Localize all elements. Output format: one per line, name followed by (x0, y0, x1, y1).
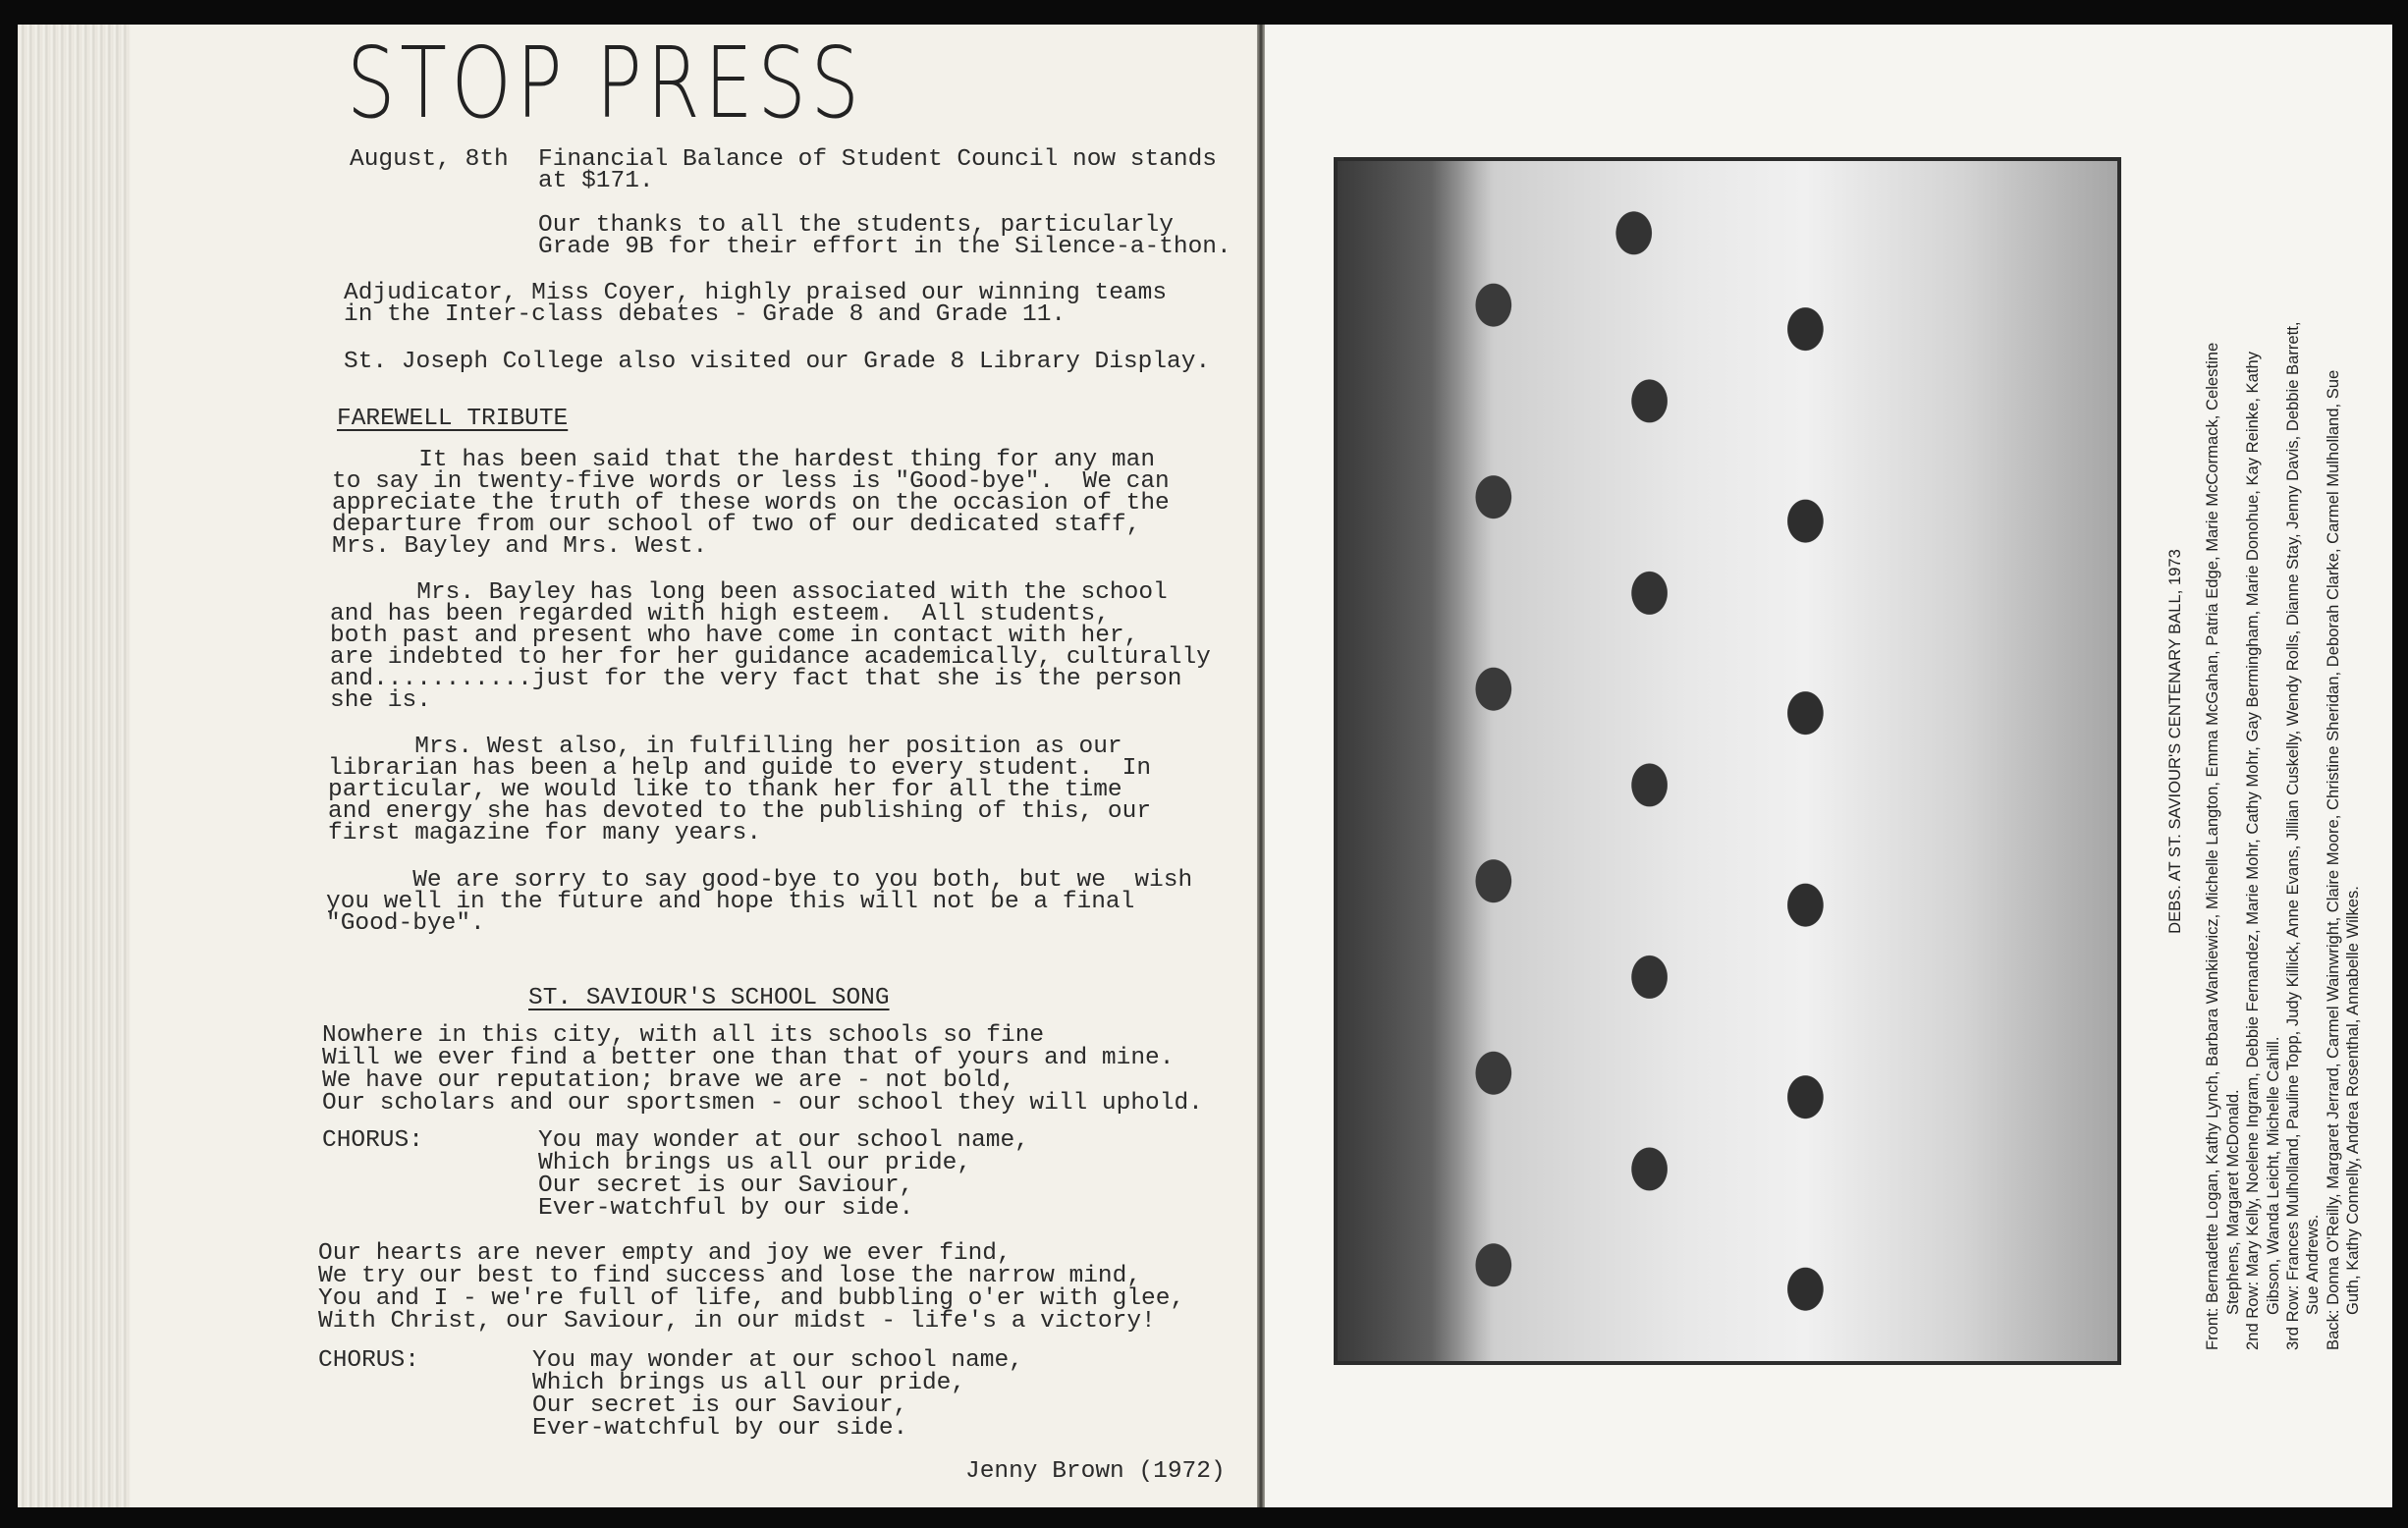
text-line: appreciate the truth of these words on the occasion of the (332, 490, 1170, 517)
text-line: to say in twenty-five words or less is "Good-bye". We can (332, 468, 1170, 495)
text-line: both past and present who have come in contact with her, (330, 623, 1139, 649)
text-line: she is. (330, 687, 431, 714)
left-page (18, 25, 1257, 1507)
text-line: Mrs. Bayley has long been associated with the school (330, 579, 1168, 606)
text-line: you well in the future and hope this will not be a final (326, 889, 1135, 915)
caption-line: 2nd Row: Mary Kelly, Noelene Ingram, Debbie Fernandez, Marie Mohr, Cathy Mohr, Gay Bermingham, Marie Donohue, Kay Reinke, Kathy (2243, 352, 2263, 1350)
verse-line: Our hearts are never empty and joy we ever find, (318, 1240, 1012, 1267)
text-line: and has been regarded with high esteem. All students, (330, 601, 1110, 628)
chorus-label: CHORUS: (318, 1347, 419, 1374)
text-line: are indebted to her for her guidance academically, culturally (330, 644, 1211, 671)
stop-press-line: Adjudicator, Miss Coyer, highly praised our winning teams (344, 280, 1168, 306)
text-line: and...........just for the very fact that she is the person (330, 666, 1182, 692)
chorus-line: Our secret is our Saviour, (532, 1392, 908, 1419)
chorus-label: CHORUS: (322, 1127, 423, 1154)
chorus-line: Ever-watchful by our side. (538, 1195, 914, 1222)
photo-shading (1338, 161, 2117, 1361)
caption-line: 3rd Row: Frances Mulholland, Pauline Topp, Judy Killick, Anne Evans, Jillian Cuskelly, Wendy Rolls, Dianne Stay, Jenny Davis, Debbie Barrett, (2283, 321, 2303, 1350)
song-author: Jenny Brown (1972) (965, 1458, 1226, 1485)
stop-press-line: in the Inter-class debates - Grade 8 and Grade 11. (344, 301, 1067, 328)
stop-press-line: St. Joseph College also visited our Grade 8 Library Display. (344, 349, 1211, 375)
verse-line: Our scholars and our sportsmen - our school they will uphold. (322, 1090, 1203, 1117)
chorus-line: Ever-watchful by our side. (532, 1415, 908, 1442)
verse-line: Will we ever find a better one than that of yours and mine. (322, 1045, 1175, 1071)
verse-line: You and I - we're full of life, and bubbling o'er with glee, (318, 1285, 1185, 1312)
caption-title: DEBS. AT ST. SAVIOUR'S CENTENARY BALL, 1973 (2165, 549, 2184, 934)
caption-line: Stephens, Margaret McDonald. (2222, 1089, 2242, 1315)
text-line: first magazine for many years. (328, 820, 762, 846)
chorus-line: Our secret is our Saviour, (538, 1173, 914, 1199)
verse-line: We try our best to find success and lose the narrow mind, (318, 1263, 1142, 1289)
stop-press-date: August, 8th (350, 146, 509, 173)
song-heading: ST. SAVIOUR'S SCHOOL SONG (528, 985, 890, 1011)
text-line: Mrs. West also, in fulfilling her position as our (328, 734, 1122, 760)
caption-line: Sue Andrews. (2303, 1214, 2323, 1315)
verse-line: With Christ, our Saviour, in our midst - life's a victory! (318, 1308, 1156, 1335)
caption-line: Guth, Kathy Connelly, Andrea Rosenthal, Annabelle Wilkes. (2343, 886, 2363, 1315)
photo-caption (2165, 133, 2364, 1350)
chorus-line: Which brings us all our pride, (532, 1370, 966, 1396)
caption-line: Front: Bernadette Logan, Kathy Lynch, Barbara Wankiewicz, Michelle Langton, Emma McGahan, Patria Edge, Marie McCormack, Celestine (2203, 342, 2222, 1350)
stop-press-line: Our thanks to all the students, particularly (538, 212, 1174, 239)
chorus-line: You may wonder at our school name, (538, 1127, 1029, 1154)
text-line: particular, we would like to thank her for all the time (328, 777, 1122, 803)
debutantes-photo (1334, 157, 2121, 1365)
stop-press-line: Financial Balance of Student Council now stands (538, 146, 1218, 173)
text-line: We are sorry to say good-bye to you both, but we wish (326, 867, 1193, 894)
caption-line: Back: Donna O'Reilly, Margaret Jerrard, Carmel Wainwright, Claire Moore, Christine Sheridan, Deborah Clarke, Carmel Mulholland, Sue (2323, 369, 2342, 1350)
chorus-line: Which brings us all our pride, (538, 1150, 972, 1176)
page-edges (18, 25, 131, 1507)
caption-line: Gibson, Wanda Leicht, Michelle Cahill. (2263, 1036, 2282, 1315)
text-line: and energy she has devoted to the publishing of this, our (328, 798, 1152, 825)
text-line: "Good-bye". (326, 910, 485, 937)
text-line: librarian has been a help and guide to every student. In (328, 755, 1152, 782)
farewell-heading: FAREWELL TRIBUTE (337, 406, 569, 432)
verse-line: We have our reputation; brave we are - not bold, (322, 1067, 1015, 1094)
stop-press-line: Grade 9B for their effort in the Silence-a-thon. (538, 234, 1231, 260)
text-line: It has been said that the hardest thing for any man (332, 447, 1156, 473)
page-title: STOP PRESS (347, 26, 864, 140)
stop-press-line: at $171. (538, 168, 654, 194)
text-line: Mrs. Bayley and Mrs. West. (332, 533, 708, 560)
text-line: departure from our school of two of our dedicated staff, (332, 512, 1141, 538)
verse-line: Nowhere in this city, with all its schools so fine (322, 1022, 1045, 1049)
chorus-line: You may wonder at our school name, (532, 1347, 1023, 1374)
book-gutter (1257, 25, 1265, 1507)
